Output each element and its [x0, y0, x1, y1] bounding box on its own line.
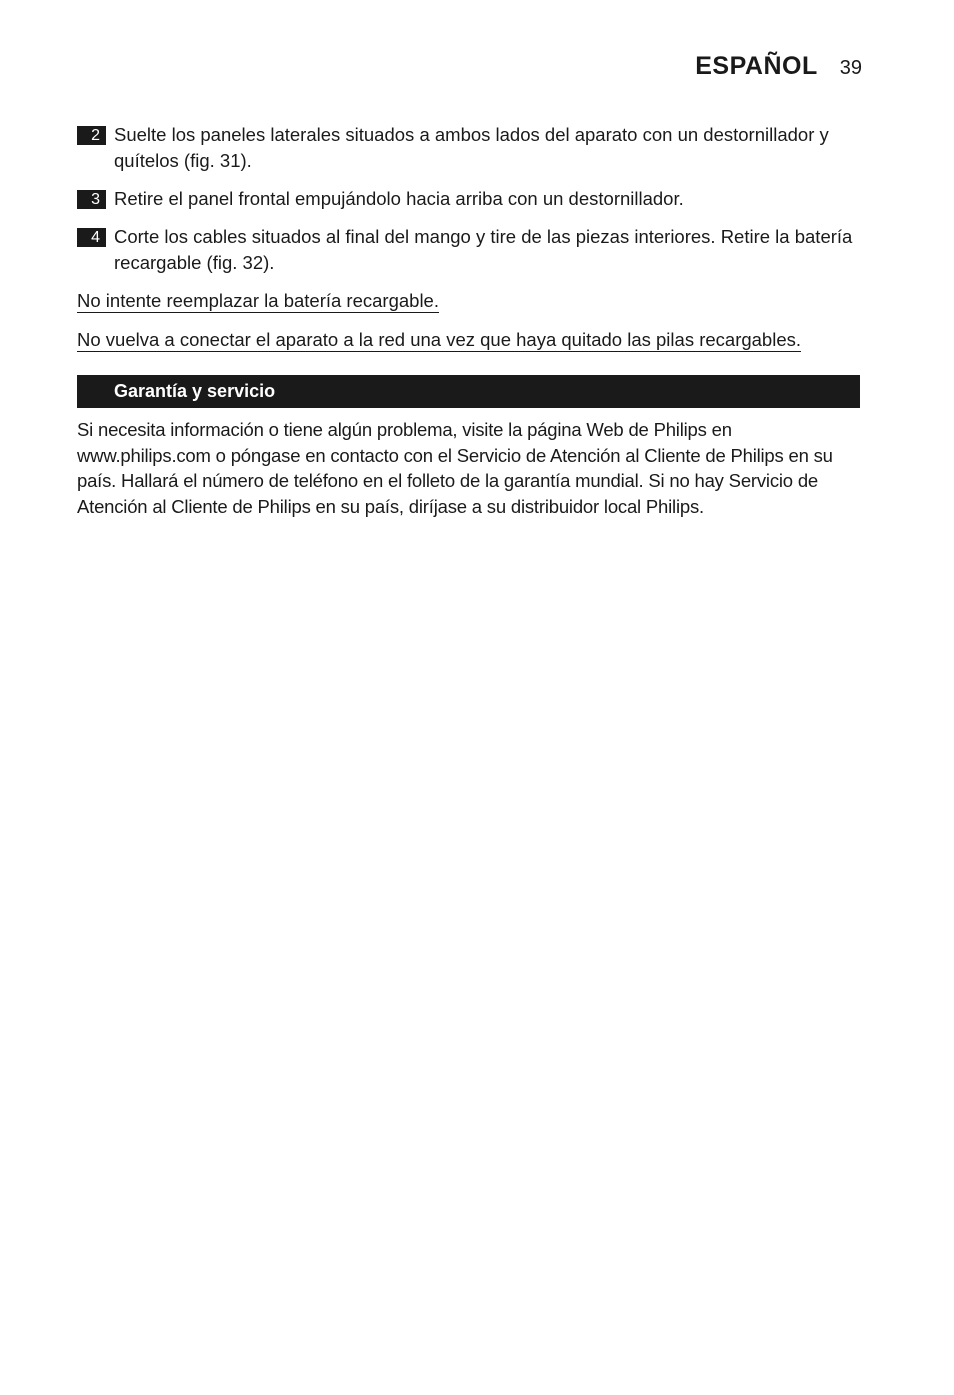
- page-number: 39: [839, 57, 862, 79]
- warning-note: [77, 327, 860, 353]
- language-label: ESPAÑOL: [695, 52, 818, 80]
- warning-text: No vuelva a conectar el aparato a la red una vez que haya quitado las pilas recargables.: [77, 329, 802, 350]
- step-3: [77, 186, 860, 212]
- step-2: [77, 122, 860, 174]
- step-number-badge: 4: [77, 228, 106, 247]
- step-number-badge: 3: [77, 190, 106, 209]
- section-heading-bar: [77, 375, 860, 408]
- step-text: Corte los cables situados al final del mango y tire de las piezas interiores. Retire la batería recargable (fig. 32).: [114, 226, 853, 273]
- section-body-text: Si necesita información o tiene algún problema, visite la página Web de Philips en www.philips.com o póngase en contacto con el Servicio de Atención al Cliente de Philips en su país. Hallará el número de teléfono en el folleto de la garantía mundial. Si no hay Servicio de Atención al Cliente de Philips en su país, diríjase a su distribuidor local Philips.: [77, 419, 833, 517]
- step-number-badge: 2: [77, 126, 106, 145]
- step-4: [77, 224, 860, 276]
- warning-text: No intente reemplazar la batería recargable.: [77, 290, 439, 311]
- page-content: [77, 122, 860, 519]
- warning-note: [77, 288, 860, 314]
- page-header: [695, 52, 862, 81]
- step-text: Retire el panel frontal empujándolo hacia arriba con un destornillador.: [114, 188, 684, 209]
- step-text: Suelte los paneles laterales situados a ambos lados del aparato con un destornillador y quítelos (fig. 31).: [114, 124, 829, 171]
- section-title: Garantía y servicio: [114, 381, 276, 401]
